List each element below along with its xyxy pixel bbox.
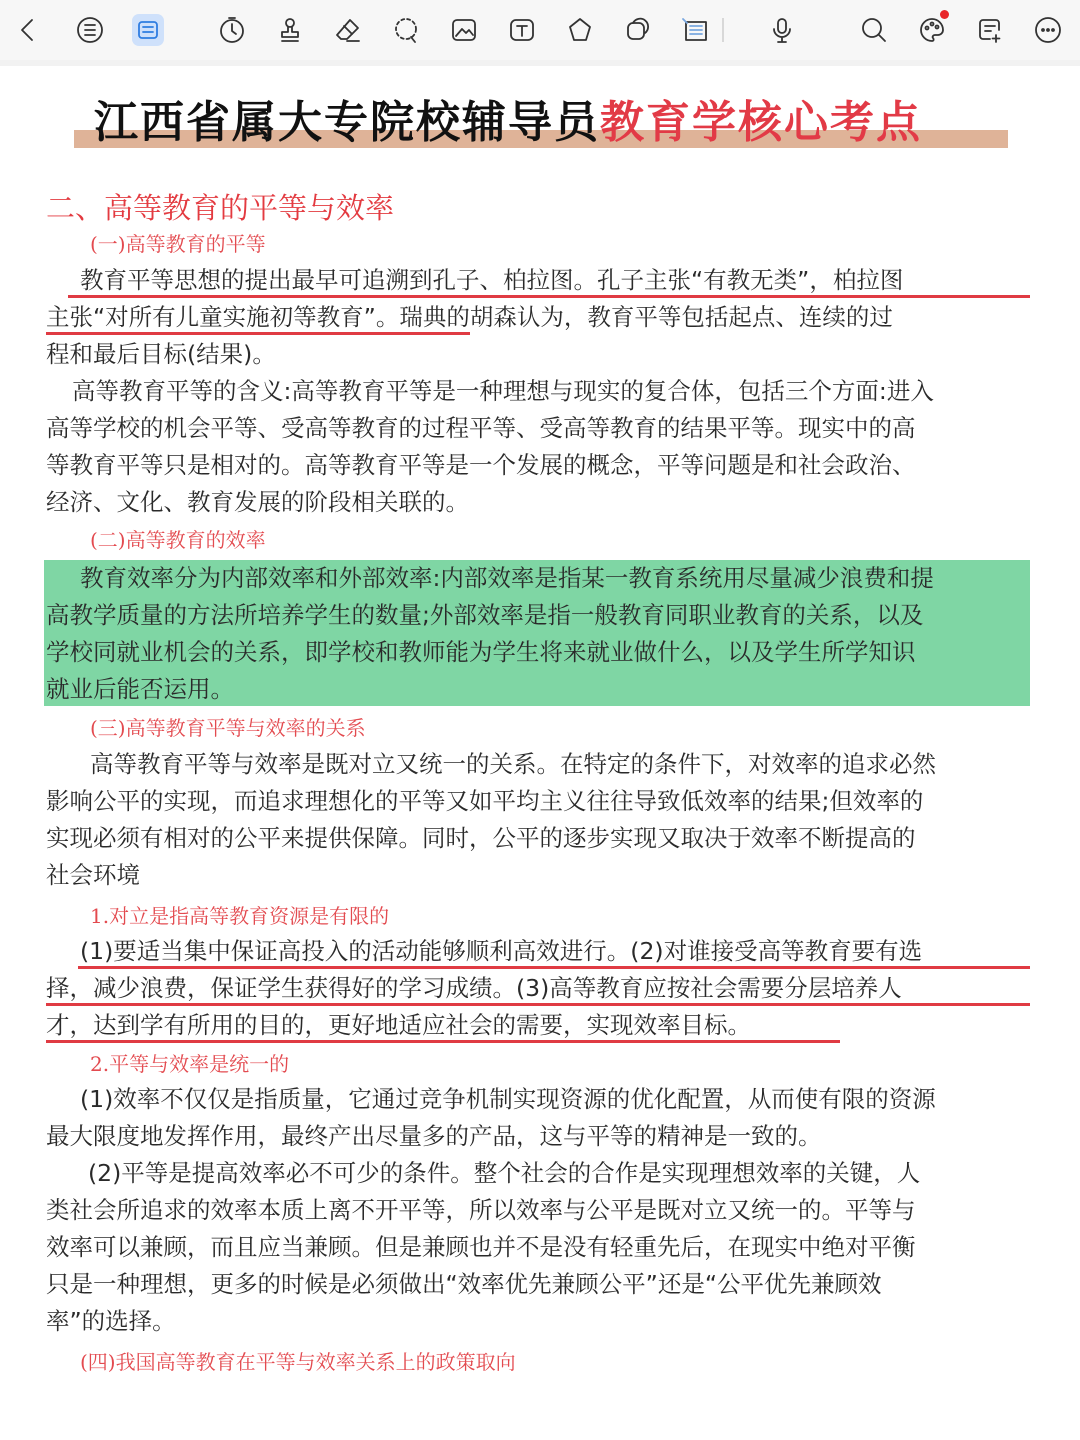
text-line: 等教育平等只是相对的。高等教育平等是一个发展的概念，平等问题是和社会政治、 <box>46 451 916 479</box>
text-line: (1)要适当集中保证高投入的活动能够顺利高效进行。(2)对谁接受高等教育要有选 <box>80 937 923 965</box>
mic-icon[interactable] <box>764 12 800 48</box>
text-line: 教育效率分为内部效率和外部效率:内部效率是指某一教育系统用尽量减少浪费和提 <box>80 564 934 592</box>
section-heading: 二、高等教育的平等与效率 <box>46 191 395 225</box>
subheading-4: 1.对立是指高等教育资源是有限的 <box>90 904 390 928</box>
text-line: 实现必须有相对的公平来提供保障。同时，公平的逐步实现又取决于效率不断提高的 <box>46 824 916 852</box>
text-line: 主张“对所有儿童实施初等教育”。瑞典的胡森认为，教育平等包括起点、连续的过 <box>46 303 893 331</box>
text-line: (2)平等是提高效率必不可少的条件。整个社会的合作是实现理想效率的关键，人 <box>88 1159 921 1187</box>
title-part-2: 教育学核心考点 <box>600 97 922 148</box>
toolbar-separator <box>722 18 724 42</box>
text-tool-icon[interactable] <box>504 12 540 48</box>
timer-icon[interactable] <box>214 12 250 48</box>
text-line: 社会环境 <box>46 861 140 889</box>
text-line: 就业后能否运用。 <box>46 675 234 703</box>
text-line: 学校同就业机会的关系，即学校和教师能为学生将来就业做什么，以及学生所学知识 <box>46 638 916 666</box>
list-icon[interactable] <box>72 12 108 48</box>
text-line: 经济、文化、教育发展的阶段相关联的。 <box>46 488 469 516</box>
text-box-icon[interactable] <box>130 12 166 48</box>
lasso-icon[interactable] <box>388 12 424 48</box>
text-line: 率”的选择。 <box>46 1307 176 1335</box>
text-line: 教育平等思想的提出最早可追溯到孔子、柏拉图。孔子主张“有教无类”，柏拉图 <box>80 266 904 294</box>
text-line: 才，达到学有所用的目的，更好地适应社会的需要，实现效率目标。 <box>46 1011 751 1039</box>
text-line: 高等教育平等的含义:高等教育平等是一种理想与现实的复合体，包括三个方面:进入 <box>72 377 934 405</box>
add-note-icon[interactable] <box>972 12 1008 48</box>
red-underline <box>46 332 470 335</box>
text-line: 高等教育平等与效率是既对立又统一的关系。在特定的条件下，对效率的追求必然 <box>90 750 936 778</box>
document-page <box>0 66 1080 1440</box>
subheading-1: (一)高等教育的平等 <box>90 232 266 256</box>
text-line: 高等学校的机会平等、受高等教育的过程平等、受高等教育的结果平等。现实中的高 <box>46 414 916 442</box>
text-line: 最大限度地发挥作用，最终产出尽量多的产品，这与平等的精神是一致的。 <box>46 1122 822 1150</box>
notification-dot <box>940 10 949 19</box>
red-underline <box>46 1003 1030 1006</box>
eraser-icon[interactable] <box>330 12 366 48</box>
subheading-3: (三)高等教育平等与效率的关系 <box>90 716 366 740</box>
text-line: 影响公平的实现，而追求理想化的平等又如平均主义往往导致低效率的结果;但效率的 <box>46 787 924 815</box>
text-line: 效率可以兼顾，而且应当兼顾。但是兼顾也并不是没有轻重先后，在现实中绝对平衡 <box>46 1233 916 1261</box>
ruler-icon[interactable] <box>678 12 714 48</box>
back-icon[interactable] <box>10 12 46 48</box>
text-line: 择，减少浪费，保证学生获得好的学习成绩。(3)高等教育应按社会需要分层培养人 <box>46 974 902 1002</box>
red-underline <box>68 295 1030 298</box>
page-title <box>74 88 1008 148</box>
text-line: 高教学质量的方法所培养学生的数量;外部效率是指一般教育同职业教育的关系，以及 <box>46 601 924 629</box>
more-icon[interactable] <box>1030 12 1066 48</box>
toolbar <box>0 0 1080 60</box>
text-line: (1)效率不仅仅是指质量，它通过竞争机制实现资源的优化配置，从而使有限的资源 <box>80 1085 936 1113</box>
image-icon[interactable] <box>446 12 482 48</box>
stamp-icon[interactable] <box>272 12 308 48</box>
red-underline <box>78 966 1030 969</box>
shape-icon[interactable] <box>562 12 598 48</box>
text-line: 只是一种理想，更多的时候是必须做出“效率优先兼顾公平”还是“公平优先兼顾效 <box>46 1270 882 1298</box>
subheading-6: (四)我国高等教育在平等与效率关系上的政策取向 <box>80 1350 516 1374</box>
sticky-icon[interactable] <box>620 12 656 48</box>
subheading-5: 2.平等与效率是统一的 <box>90 1052 290 1076</box>
subheading-2: (二)高等教育的效率 <box>90 528 266 552</box>
red-underline <box>46 1040 840 1043</box>
title-part-1: 江西省属大专院校辅导员 <box>94 97 600 148</box>
text-line: 程和最后目标(结果)。 <box>46 340 276 368</box>
text-line: 类社会所追求的效率本质上离不开平等，所以效率与公平是既对立又统一的。平等与 <box>46 1196 916 1224</box>
search-icon[interactable] <box>856 12 892 48</box>
